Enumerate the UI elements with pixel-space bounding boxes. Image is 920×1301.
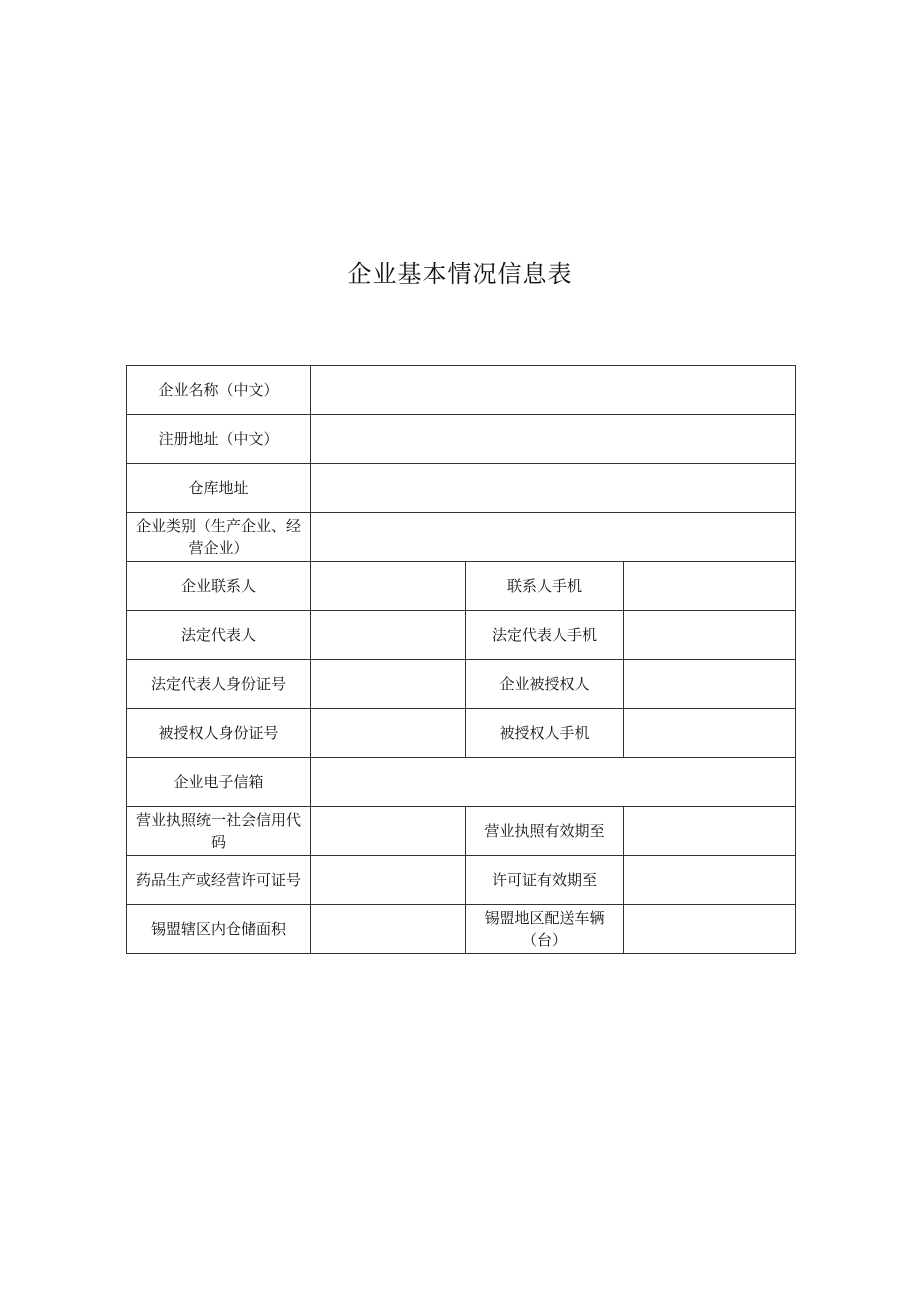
table-row-email bbox=[127, 758, 796, 807]
warehouse-address-field[interactable] bbox=[311, 464, 796, 513]
table-row-warehouse-address bbox=[127, 464, 796, 513]
field-label: 法定代表人 bbox=[127, 611, 311, 660]
table-row-permit bbox=[127, 856, 796, 905]
company-name-field[interactable] bbox=[311, 366, 796, 415]
company-email-field[interactable] bbox=[311, 758, 796, 807]
authorized-id-field[interactable] bbox=[311, 709, 466, 758]
legal-rep-id-field[interactable] bbox=[311, 660, 466, 709]
field-label: 企业联系人 bbox=[127, 562, 311, 611]
field-label: 被授权人手机 bbox=[466, 709, 624, 758]
field-label: 法定代表人手机 bbox=[466, 611, 624, 660]
field-label: 营业执照有效期至 bbox=[466, 807, 624, 856]
field-label: 锡盟辖区内仓储面积 bbox=[127, 905, 311, 954]
authorized-person-field[interactable] bbox=[624, 660, 796, 709]
table-row-company-name bbox=[127, 366, 796, 415]
table-row-storage bbox=[127, 905, 796, 954]
field-label: 企业被授权人 bbox=[466, 660, 624, 709]
registered-address-field[interactable] bbox=[311, 415, 796, 464]
table-row-company-category bbox=[127, 513, 796, 562]
authorized-mobile-field[interactable] bbox=[624, 709, 796, 758]
field-label: 仓库地址 bbox=[127, 464, 311, 513]
field-label: 联系人手机 bbox=[466, 562, 624, 611]
field-label: 锡盟地区配送车辆（台） bbox=[466, 905, 624, 954]
delivery-vehicles-field[interactable] bbox=[624, 905, 796, 954]
table-row-registered-address bbox=[127, 415, 796, 464]
field-label: 企业电子信箱 bbox=[127, 758, 311, 807]
field-label: 药品生产或经营许可证号 bbox=[127, 856, 311, 905]
legal-rep-field[interactable] bbox=[311, 611, 466, 660]
table-row-business-license bbox=[127, 807, 796, 856]
info-table bbox=[126, 365, 796, 954]
table-row-contact bbox=[127, 562, 796, 611]
field-label: 营业执照统一社会信用代码 bbox=[127, 807, 311, 856]
field-label: 注册地址（中文） bbox=[127, 415, 311, 464]
page-title: 企业基本情况信息表 bbox=[347, 260, 573, 288]
credit-code-field[interactable] bbox=[311, 807, 466, 856]
field-label: 企业类别（生产企业、经营企业） bbox=[127, 513, 311, 562]
company-category-field[interactable] bbox=[311, 513, 796, 562]
field-label: 许可证有效期至 bbox=[466, 856, 624, 905]
permit-number-field[interactable] bbox=[311, 856, 466, 905]
contact-person-field[interactable] bbox=[311, 562, 466, 611]
field-label: 法定代表人身份证号 bbox=[127, 660, 311, 709]
storage-area-field[interactable] bbox=[311, 905, 466, 954]
table-row-legal-rep-id bbox=[127, 660, 796, 709]
contact-mobile-field[interactable] bbox=[624, 562, 796, 611]
field-label: 企业名称（中文） bbox=[127, 366, 311, 415]
field-label: 被授权人身份证号 bbox=[127, 709, 311, 758]
license-expiry-field[interactable] bbox=[624, 807, 796, 856]
table-row-authorized-id bbox=[127, 709, 796, 758]
permit-expiry-field[interactable] bbox=[624, 856, 796, 905]
legal-rep-mobile-field[interactable] bbox=[624, 611, 796, 660]
table-row-legal-rep bbox=[127, 611, 796, 660]
